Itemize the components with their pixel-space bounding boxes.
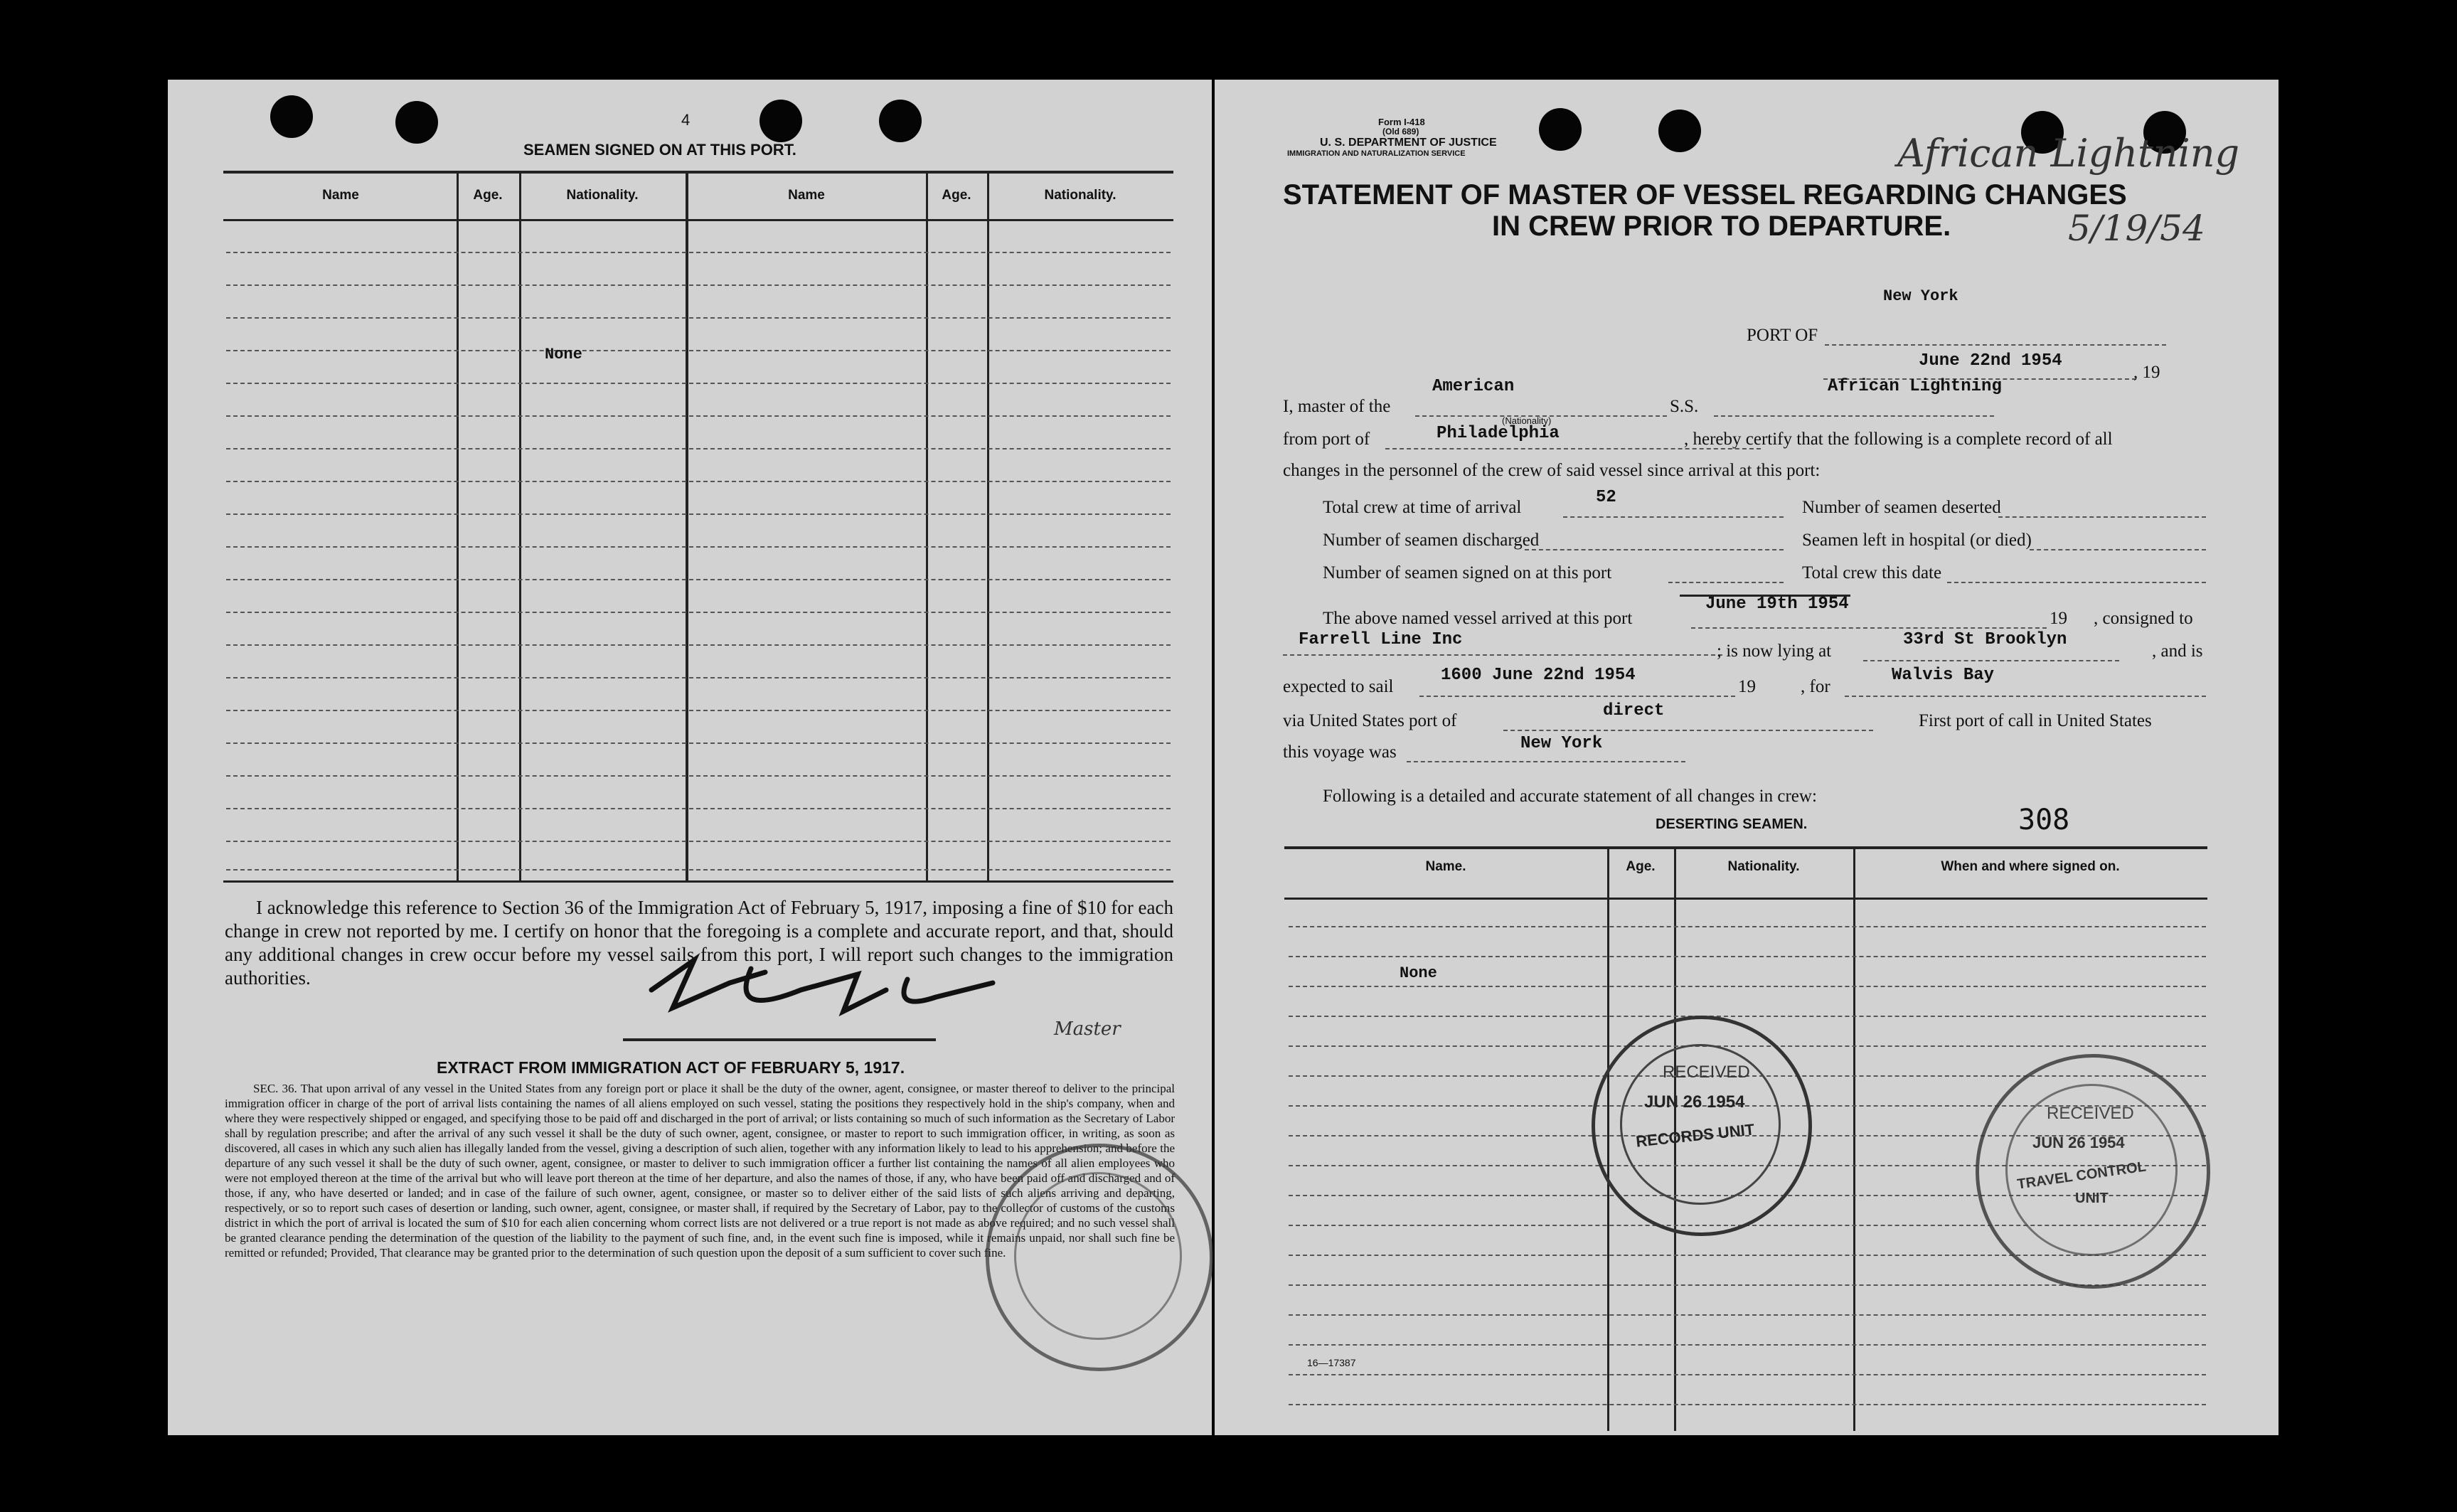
col-header-name: Name <box>788 188 825 203</box>
table-row <box>226 481 1171 482</box>
col-header-nationality: Nationality. <box>1044 188 1116 203</box>
punch-hole <box>1539 108 1582 151</box>
table-row <box>226 742 1171 744</box>
department-name: U. S. DEPARTMENT OF JUSTICE <box>1320 137 1497 149</box>
col-header-when-where: When and where signed on. <box>1941 859 2120 874</box>
col-header-name: Name <box>322 188 359 203</box>
ss-label: S.S. <box>1670 397 1699 416</box>
form-title-line1: STATEMENT OF MASTER OF VESSEL REGARDING CHANGES <box>1283 179 2127 211</box>
left-page <box>168 80 1212 1435</box>
arrived-value: June 19th 1954 <box>1705 595 1849 614</box>
vessel-name: African Lightning <box>1828 377 2002 396</box>
table-row <box>226 612 1171 613</box>
column-divider <box>686 172 688 880</box>
form-title-line2: IN CREW PRIOR TO DEPARTURE. <box>1492 211 1951 242</box>
deserted-label: Number of seamen deserted <box>1802 498 2001 517</box>
expected-year-label: 19 <box>1738 677 1756 696</box>
right-page <box>1215 80 2279 1435</box>
certify-text: , hereby certify that the following is a complete record of all <box>1684 430 2113 449</box>
acknowledgement-text: I acknowledge this reference to Section 36 of the Immigration Act of February 5, 1917, imposing a fine of $10 for each change in crew not reported by me. I certify on honor that the foregoing is a complete and accurate report, and that, should any additional changes in crew occur before my vessel sails from this port, I will report such changes to the immigration authorities. <box>225 897 1173 989</box>
total-arrival-value: 52 <box>1596 488 1616 507</box>
table-row <box>1289 1374 2206 1375</box>
table-row <box>226 546 1171 548</box>
total-date-field-line <box>1947 582 2206 583</box>
table-row <box>226 350 1171 351</box>
port-label: PORT OF <box>1747 326 1818 345</box>
punch-hole <box>760 100 802 142</box>
column-divider <box>987 172 989 880</box>
for-label: , for <box>1801 677 1830 696</box>
changes-text: changes in the personnel of the crew of said vessel since arrival at this port: <box>1283 461 1821 480</box>
column-divider <box>926 172 928 880</box>
master-signature <box>623 940 1021 1033</box>
table-row <box>226 383 1171 384</box>
table-top-rule <box>223 171 1173 174</box>
extract-text: SEC. 36. That upon arrival of any vessel in the United States from any foreign port or place it shall be the duty of the owner, agent, consignee, or master thereof to deliver to the principal immigration officer in charge of the port of arrival lists containing the names of all aliens employed on such vessel, stating the positions they respectively hold in the ship's company, when and where they were respectively shipped or engaged, and specifying those to be paid off and discharged in the port of arrival; or lists containing so much of such information as the Secretary of Labor shall by regulation prescribe; and after the arrival of any such vessel it shall be the duty of such owner, agent, consignee, or master to report to such immigration officer, in writing, as soon as discovered, all cases in which any such alien has illegally landed from the vessel, giving a description of such alien, together with any information likely to lead to his apprehension; and before the departure of any such vessel it shall be the duty of such owner, agent, consignee, or master to deliver to such immigration officer a further list containing the names of all alien employees who were not employed thereon at the time of the arrival but who will leave port thereon at the time of her departure, and also the names of those, if any, who have been paid off and discharged and of those, if any, who have deserted or landed; and in case of the failure of such owner, agent, consignee, or master so to deliver either of the said lists of such aliens arriving and departing, respectively, or so to report such cases of desertion or landing, such owner, agent, consignee, or master shall, if required by the Secretary of Labor, pay to the collector of customs of the customs district in which the port of arrival is located the sum of $10 for each alien concerning whom correct lists are not delivered or a true report is not made as above required; and no such vessel shall be granted clearance pending the determination of the question of the liability to the payment of such fine, and, in the event such fine is imposed, while it remains unpaid, nor shall such fine be remitted or refunded; Provided, That clearance may be granted prior to the determination of such question upon the deposit of a sum sufficient to cover such fine. <box>225 1082 1175 1260</box>
voyage-label: this voyage was <box>1283 742 1397 762</box>
col-header-age: Age. <box>473 188 503 203</box>
service-name: IMMIGRATION AND NATURALIZATION SERVICE <box>1287 149 1466 158</box>
table-row <box>1289 1344 2206 1346</box>
lying-field-line <box>1863 660 2119 661</box>
table-row <box>1289 926 2206 927</box>
column-divider <box>519 172 521 880</box>
punch-hole <box>879 100 922 142</box>
stamp2-date: JUN 26 1954 <box>2032 1134 2125 1151</box>
table-row <box>226 252 1171 253</box>
nationality-caption: (Nationality) <box>1502 415 1552 426</box>
nationality-value: American <box>1432 377 1515 396</box>
received-stamp-inner <box>1014 1172 1182 1340</box>
handwritten-date: 5/19/54 <box>2068 208 2205 249</box>
stamp2-received: RECEIVED <box>2047 1104 2134 1123</box>
form-number: Form I-418 <box>1378 117 1425 127</box>
print-code: 16—17387 <box>1307 1357 1356 1368</box>
stamp1-received: RECEIVED <box>1663 1063 1750 1082</box>
total-date-label: Total crew this date <box>1802 563 1942 582</box>
extract-title: EXTRACT FROM IMMIGRATION ACT OF FEBRUARY 5, 1917. <box>437 1058 905 1077</box>
voyage-value: New York <box>1520 734 1603 753</box>
left-title: SEAMEN SIGNED ON AT THIS PORT. <box>523 141 796 159</box>
port-field-line <box>1825 344 2166 346</box>
expected-value: 1600 June 22nd 1954 <box>1441 666 1636 685</box>
first-port-label: First port of call in United States <box>1919 711 2152 730</box>
table-row <box>226 317 1171 319</box>
table-row <box>1289 986 2206 987</box>
table-row <box>226 284 1171 286</box>
table-top-rule <box>1284 846 2207 849</box>
table-row <box>226 869 1171 871</box>
form-old-number: (Old 689) <box>1382 127 1419 137</box>
col-header-age: Age. <box>942 188 971 203</box>
table-row <box>226 710 1171 711</box>
signed-on-field-line <box>1668 582 1784 583</box>
table-row <box>226 808 1171 809</box>
vessel-field-line <box>1714 415 1994 417</box>
col-header-nationality: Nationality. <box>1727 859 1800 874</box>
stamp2-travel-control: TRAVEL CONTROL <box>2016 1159 2148 1193</box>
table-row <box>226 513 1171 515</box>
column-divider <box>457 172 459 880</box>
deserting-title: DESERTING SEAMEN. <box>1656 816 1808 832</box>
discharged-field-line <box>1525 549 1784 550</box>
signed-on-label: Number of seamen signed on at this port <box>1323 563 1612 582</box>
signature-line <box>623 1038 936 1041</box>
following-text: Following is a detailed and accurate statement of all changes in crew: <box>1323 787 1817 806</box>
table-bottom-rule <box>223 880 1173 883</box>
table-row <box>1289 1314 2206 1316</box>
voyage-field-line <box>1407 761 1685 762</box>
consigned-label: , consigned to <box>2094 609 2193 628</box>
expected-label: expected to sail <box>1283 677 1394 696</box>
stamped-number: 308 <box>2018 804 2070 836</box>
table-row <box>226 644 1171 646</box>
destination-field-line <box>1845 696 2206 697</box>
arrived-label: The above named vessel arrived at this port <box>1323 609 1633 628</box>
consignee-value: Farrell Line Inc <box>1299 630 1463 649</box>
stamp2-unit: UNIT <box>2075 1191 2109 1206</box>
date-value: June 22nd 1954 <box>1919 351 2062 371</box>
punch-hole <box>270 95 313 138</box>
lying-value: 33rd St Brooklyn <box>1903 630 2067 649</box>
consignee-field-line <box>1283 654 1722 656</box>
and-is-label: , and is <box>2152 641 2203 661</box>
none-entry: None <box>545 346 582 363</box>
table-row <box>226 448 1171 449</box>
none-entry: None <box>1400 964 1437 982</box>
column-divider <box>1853 848 1855 1431</box>
table-row <box>226 415 1171 417</box>
arrived-year-label: 19 <box>2050 609 2067 628</box>
total-arrival-label: Total crew at time of arrival <box>1323 498 1522 517</box>
stamp1-records-unit: RECORDS UNIT <box>1635 1120 1756 1151</box>
col-header-nationality: Nationality. <box>566 188 639 203</box>
hospital-field-line <box>2030 549 2206 550</box>
master-label: Master <box>1054 1018 1121 1040</box>
table-row <box>226 677 1171 678</box>
table-header-rule <box>1284 898 2207 900</box>
table-row <box>226 775 1171 777</box>
year-label: , 19 <box>2133 363 2160 382</box>
page-number: 4 <box>681 111 691 129</box>
expected-field-line <box>1419 696 1735 697</box>
lying-label: ; is now lying at <box>1717 641 1832 661</box>
col-header-age: Age. <box>1626 859 1656 874</box>
discharged-label: Number of seamen discharged <box>1323 531 1540 550</box>
punch-hole <box>395 101 438 144</box>
via-value: direct <box>1603 701 1665 720</box>
table-row <box>226 579 1171 580</box>
table-row <box>1289 1404 2206 1405</box>
total-arrival-field-line <box>1563 516 1784 518</box>
table-row <box>1289 956 2206 957</box>
from-port-label: from port of <box>1283 430 1370 449</box>
hospital-label: Seamen left in hospital (or died) <box>1802 531 2032 550</box>
col-header-name: Name. <box>1425 859 1466 874</box>
handwritten-vessel-name: African Lightning <box>1897 131 2240 176</box>
table-row <box>226 841 1171 842</box>
via-field-line <box>1503 730 1873 731</box>
table-row <box>1289 1016 2206 1017</box>
destination-value: Walvis Bay <box>1892 666 1995 685</box>
deserted-field-line <box>1998 516 2206 518</box>
master-of-label: I, master of the <box>1283 397 1391 416</box>
arrived-field-line <box>1691 627 2047 629</box>
punch-hole <box>1658 110 1701 152</box>
from-port-value: Philadelphia <box>1437 424 1560 443</box>
table-header-rule <box>223 219 1173 221</box>
via-label: via United States port of <box>1283 711 1457 730</box>
port-value: New York <box>1883 287 1958 305</box>
stamp1-date: JUN 26 1954 <box>1644 1092 1745 1112</box>
